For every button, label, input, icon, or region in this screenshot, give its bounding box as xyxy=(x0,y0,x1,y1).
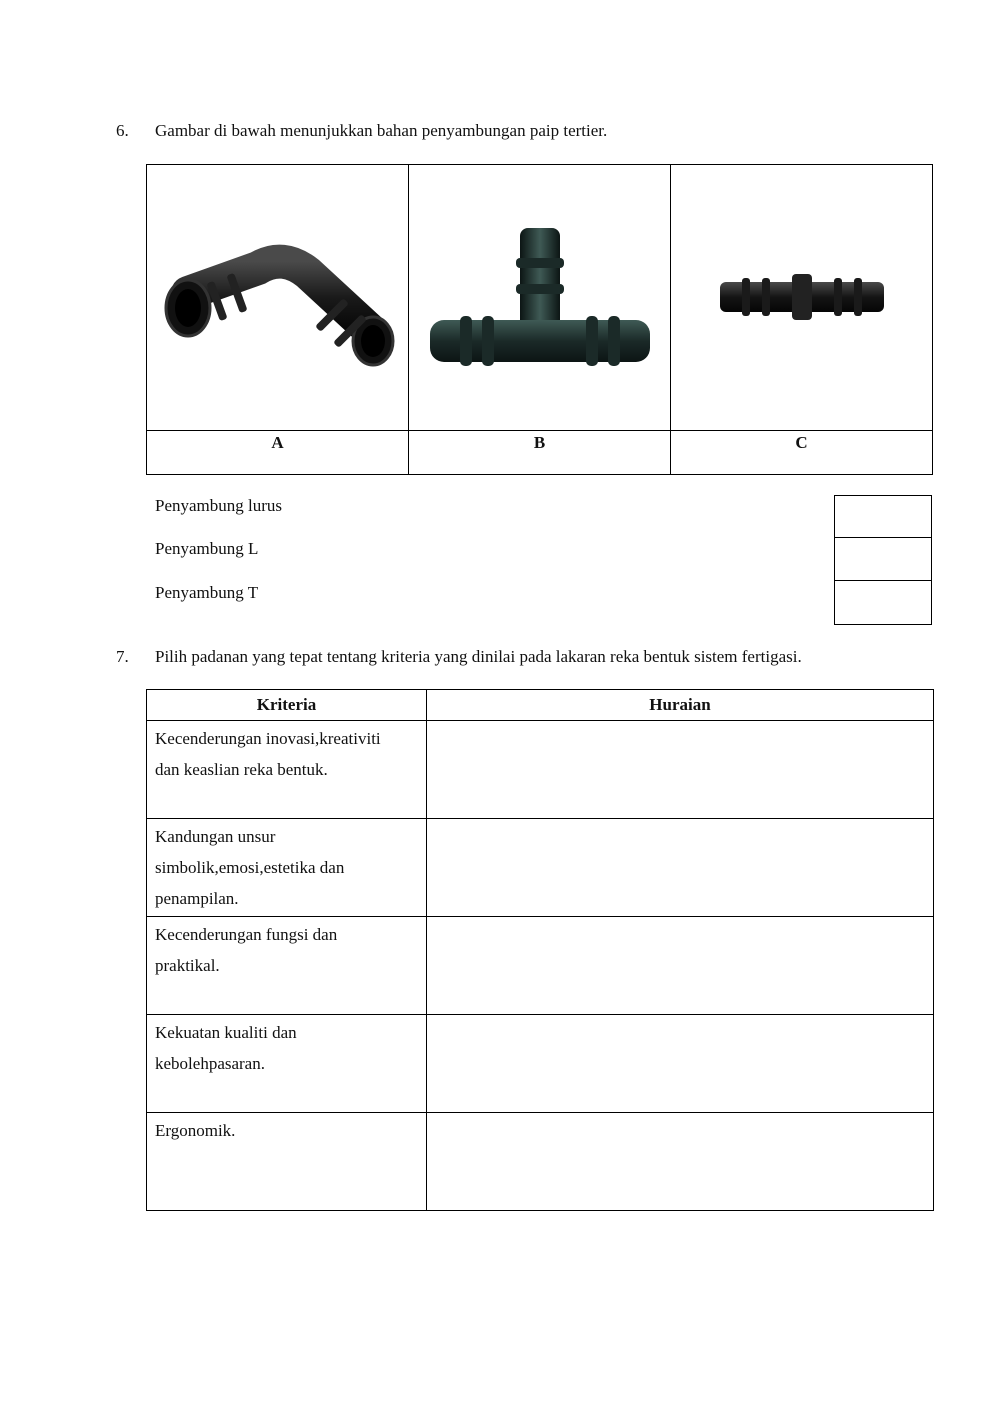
answer-box-t[interactable] xyxy=(834,581,932,625)
match-item-straight: Penyambung lurus xyxy=(155,496,283,515)
table-row xyxy=(147,721,934,819)
criteria-line: simbolik,emosi,estetika dan xyxy=(155,858,345,877)
criteria-cell xyxy=(147,917,427,1015)
question-6-text: Gambar di bawah menunjukkan bahan penyambungan paip tertier. xyxy=(155,121,608,140)
description-drop-zone[interactable] xyxy=(427,1015,934,1113)
criteria-table xyxy=(146,689,934,1211)
criteria-line: kebolehpasaran. xyxy=(155,1054,265,1073)
elbow-connector-icon xyxy=(158,223,398,373)
answer-box-straight[interactable] xyxy=(834,495,932,538)
criteria-cell xyxy=(147,1113,427,1211)
match-item-t: Penyambung T xyxy=(155,583,259,602)
criteria-line: Kecenderungan fungsi dan xyxy=(155,925,338,944)
criteria-cell xyxy=(147,721,427,819)
header-description: Huraian xyxy=(427,690,934,721)
criteria-line: Kecenderungan inovasi,kreativiti xyxy=(155,729,381,748)
description-drop-zone[interactable] xyxy=(427,819,934,917)
table-row xyxy=(147,1015,934,1113)
image-cell-c xyxy=(671,165,933,431)
tee-connector-icon xyxy=(420,218,660,378)
header-criteria: Kriteria xyxy=(147,690,427,721)
question-7-text: Pilih padanan yang tepat tentang kriteria yang dinilai pada lakaran reka bentuk sistem fertigasi. xyxy=(155,647,802,666)
image-label-b: B xyxy=(409,431,671,475)
criteria-cell xyxy=(147,1015,427,1113)
criteria-line: dan keaslian reka bentuk. xyxy=(155,760,328,779)
connector-image-table xyxy=(146,164,933,475)
question-7-number: 7. xyxy=(116,647,129,666)
description-drop-zone[interactable] xyxy=(427,721,934,819)
image-label-a: A xyxy=(147,431,409,475)
criteria-line: penampilan. xyxy=(155,889,239,908)
straight-connector-icon xyxy=(712,268,892,328)
criteria-cell xyxy=(147,819,427,917)
criteria-line: Ergonomik. xyxy=(155,1121,236,1140)
table-row xyxy=(147,1113,934,1211)
criteria-line: praktikal. xyxy=(155,956,220,975)
image-label-c: C xyxy=(671,431,933,475)
image-cell-b xyxy=(409,165,671,431)
criteria-line: Kekuatan kualiti dan xyxy=(155,1023,297,1042)
match-item-l: Penyambung L xyxy=(155,539,259,558)
criteria-line: Kandungan unsur xyxy=(155,827,276,846)
image-cell-a xyxy=(147,165,409,431)
question-6-number: 6. xyxy=(116,121,129,140)
table-row xyxy=(147,819,934,917)
description-drop-zone[interactable] xyxy=(427,917,934,1015)
table-row xyxy=(147,917,934,1015)
description-drop-zone[interactable] xyxy=(427,1113,934,1211)
answer-box-l[interactable] xyxy=(834,538,932,581)
